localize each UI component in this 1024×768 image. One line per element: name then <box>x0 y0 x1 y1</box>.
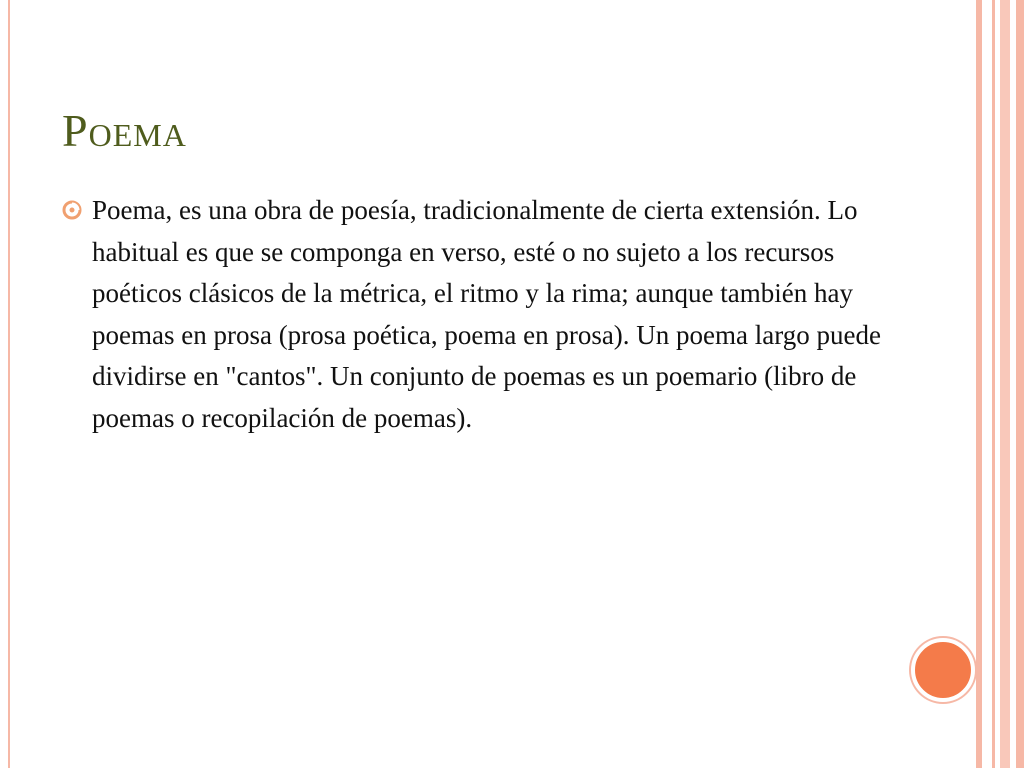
bullet-text: Poema, es una obra de poesía, tradicionalmente de cierta extensión. Lo habitual es que se componga en verso, esté o no sujeto a los recursos poéticos clásicos de la métrica, el ritmo y la rima; aunque también hay poemas en prosa (prosa poética, poema en prosa). Un poema largo puede dividirse en "cantos". Un conjunto de poemas es un poemario (libro de poemas o recopilación de poemas). <box>92 195 881 433</box>
bullet-item <box>62 190 892 439</box>
side-bar <box>1000 0 1010 768</box>
decorative-side-bars <box>978 0 1024 768</box>
decorative-orange-circle <box>911 638 975 702</box>
bullet-swirl-icon <box>62 200 82 220</box>
slide-title: Poema <box>62 105 187 156</box>
slide-body <box>62 190 892 439</box>
side-bar <box>978 0 982 768</box>
side-bar <box>992 0 995 768</box>
side-bar <box>1016 0 1024 768</box>
